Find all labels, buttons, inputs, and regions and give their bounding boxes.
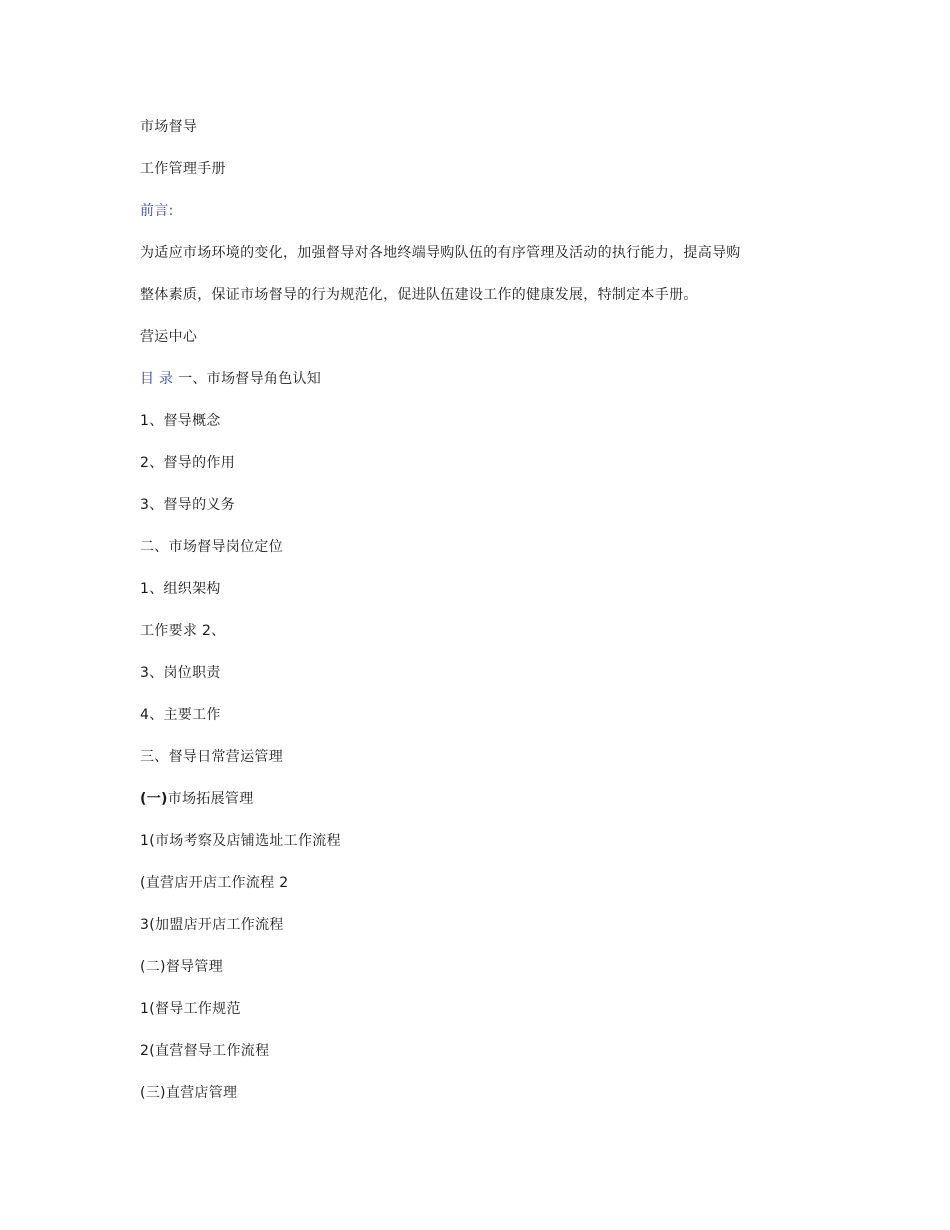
toc-item: 3(加盟店开店工作流程: [140, 917, 284, 933]
preface-label: 前言:: [140, 203, 174, 219]
toc-item: 1、组织架构: [140, 581, 221, 597]
toc-item: 1(市场考察及店铺选址工作流程: [140, 833, 341, 849]
toc-subsection-heading: (三)直营店管理: [140, 1085, 238, 1101]
subsection-number: (一): [140, 791, 168, 807]
toc-subsection-heading: (二)督导管理: [140, 959, 224, 975]
toc-item: (直营店开店工作流程 2: [140, 875, 289, 891]
preface-paragraph-line-1: 为适应市场环境的变化，加强督导对各地终端导购队伍的有序管理及活动的执行能力，提高导购: [140, 245, 741, 261]
toc-item: 3、岗位职责: [140, 665, 221, 681]
department-name: 营运中心: [140, 329, 198, 345]
toc-item: 1、督导概念: [140, 413, 221, 429]
document-title-line-1: 市场督导: [140, 119, 198, 135]
toc-item: 工作要求 2、: [140, 623, 226, 639]
toc-item: 1(督导工作规范: [140, 1001, 241, 1017]
preface-paragraph-line-2: 整体素质，保证市场督导的行为规范化，促进队伍建设工作的健康发展，特制定本手册。: [140, 287, 698, 303]
document-title-line-2: 工作管理手册: [140, 161, 226, 177]
toc-subsection-heading: [140, 790, 254, 808]
toc-section-heading: 二、市场督导岗位定位: [140, 539, 283, 555]
subsection-title: 市场拓展管理: [167, 791, 254, 807]
toc-heading-row: [140, 370, 321, 388]
toc-item: 3、督导的义务: [140, 497, 236, 513]
toc-item: 2、督导的作用: [140, 455, 236, 471]
toc-item: 4、主要工作: [140, 707, 221, 723]
toc-first-item: 一、市场督导角色认知: [173, 371, 322, 387]
toc-label: 目 录: [140, 371, 174, 387]
toc-section-heading: 三、督导日常营运管理: [140, 749, 283, 765]
toc-item: 2(直营督导工作流程: [140, 1043, 270, 1059]
